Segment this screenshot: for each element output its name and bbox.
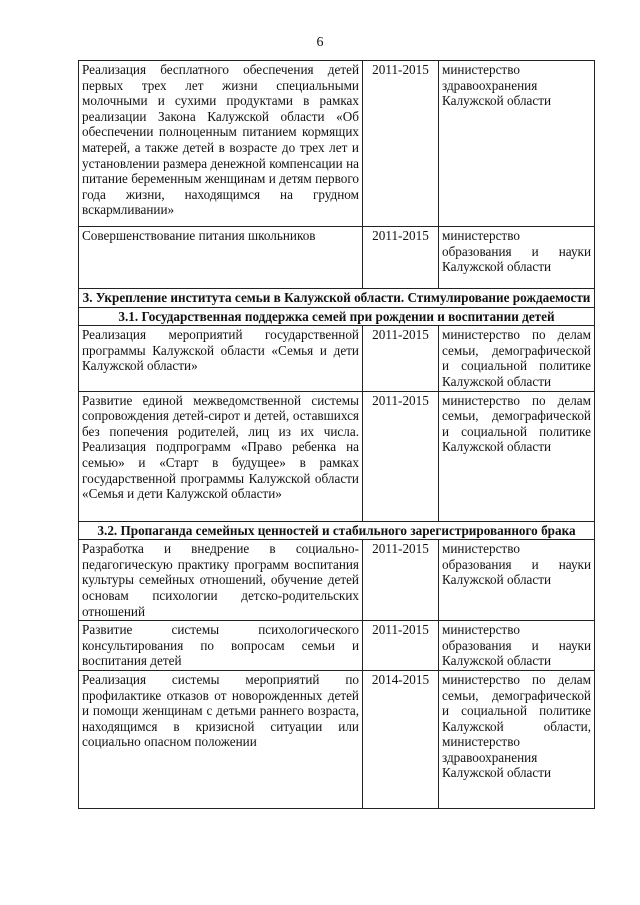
table-row — [79, 61, 595, 227]
measure-name: Реализация бесплатного обеспечения детей первых трех лет жизни специальными молочными и сухими продуктами в рамках реализации Закона Калужской области «Об обеспечении полноценным питанием кормящих матерей, а также детей в возрасте до трех лет и установлении размера денежной компенсации на питание беременным женщинам и детям первого года жизни, находящимся на грудном вскармливании» — [79, 61, 363, 227]
section-row — [79, 289, 595, 308]
measure-name: Развитие системы психологического консультирования по вопросам семьи и воспитания детей — [79, 621, 363, 671]
page-number: 6 — [316, 35, 324, 50]
measure-years: 2014-2015 — [363, 670, 439, 808]
subsection-heading: 3.1. Государственная поддержка семей при рождении и воспитании детей — [79, 307, 595, 326]
measure-executor: министерство образования и науки Калужской области — [439, 227, 595, 289]
section-heading: 3. Укрепление института семьи в Калужской области. Стимулирование рождаемости — [79, 289, 595, 308]
measure-years: 2011-2015 — [363, 326, 439, 391]
measure-years: 2011-2015 — [363, 621, 439, 671]
measure-years: 2011-2015 — [363, 61, 439, 227]
measure-name: Разработка и внедрение в социально-педагогическую практику программ воспитания культуры семейных отношений, обучение детей основам психологии детско-родительских отношений — [79, 540, 363, 621]
measure-name: Реализация мероприятий государственной программы Калужской области «Семья и дети Калужской области» — [79, 326, 363, 391]
table-row — [79, 621, 595, 671]
measure-executor: министерство по делам семьи, демографической и социальной политике Калужской области — [439, 326, 595, 391]
table-row — [79, 540, 595, 621]
measure-name: Реализация системы мероприятий по профилактике отказов от новорожденных детей и помощи женщинам с детьми раннего возраста, находящимся в кризисной ситуации или социально опасном положении — [79, 670, 363, 808]
measure-executor: министерство по делам семьи, демографической и социальной политике Калужской области, министерство здравоохранения Калужской области — [439, 670, 595, 808]
measure-executor: министерство здравоохранения Калужской области — [439, 61, 595, 227]
table-row — [79, 391, 595, 521]
measure-years: 2011-2015 — [363, 227, 439, 289]
subsection-row — [79, 307, 595, 326]
measures-table — [78, 60, 595, 809]
measure-years: 2011-2015 — [363, 540, 439, 621]
table-row — [79, 227, 595, 289]
table-row — [79, 670, 595, 808]
measure-years: 2011-2015 — [363, 391, 439, 521]
table-row — [79, 326, 595, 391]
measure-executor: министерство образования и науки Калужской области — [439, 621, 595, 671]
measure-executor: министерство образования и науки Калужской области — [439, 540, 595, 621]
subsection-row — [79, 521, 595, 540]
measure-executor: министерство по делам семьи, демографической и социальной политике Калужской области — [439, 391, 595, 521]
measure-name: Развитие единой межведомственной системы сопровождения детей-сирот и детей, оставшихся без попечения родителей, лиц из их числа. Реализация подпрограмм «Право ребенка на семью» и «Старт в будущее» в рамках государственной программы Калужской области «Семья и дети Калужской области» — [79, 391, 363, 521]
measure-name: Совершенствование питания школьников — [79, 227, 363, 289]
subsection-heading: 3.2. Пропаганда семейных ценностей и стабильного зарегистрированного брака — [79, 521, 595, 540]
